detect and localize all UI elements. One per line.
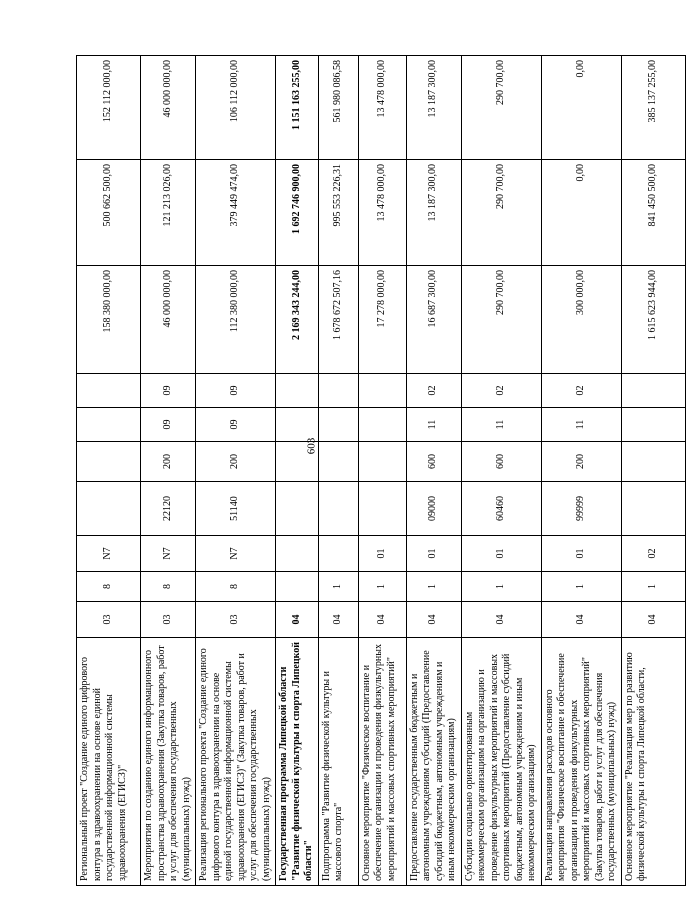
section-code: 11 [406,408,461,442]
event-code [276,536,319,572]
expense-type-code [276,442,319,482]
direction-code: 60460 [461,482,541,536]
subsection-code [276,374,319,408]
expense-type-code: 200 [541,442,621,482]
expense-type-code: 200 [196,442,276,482]
section-code [276,408,319,442]
direction-code [276,482,319,536]
section-code: 09 [196,408,276,442]
amount-year-2: 995 553 226,31 [318,160,358,266]
direction-code [358,482,406,536]
subsection-code: 09 [196,374,276,408]
subsection-code [77,374,141,408]
row-description: Предоставление государственным бюджетным и автономным учреждениям субсидий (Предоставление субсидий бюджетным, автономным учреждениям и иным некоммерческим организациям) [406,638,461,886]
amount-year-2: 13 478 000,00 [358,160,406,266]
direction-code: 51140 [196,482,276,536]
expense-type-code: 200 [141,442,196,482]
program-code: 04 [406,602,461,638]
amount-year-2: 13 187 300,00 [406,160,461,266]
expense-type-code [77,442,141,482]
event-code: N7 [77,536,141,572]
amount-year-3: 1 151 163 255,00 [276,56,319,160]
section-code [77,408,141,442]
direction-code: 22120 [141,482,196,536]
expense-type-code [358,442,406,482]
budget-table [76,55,686,886]
subprogram-code: 1 [358,572,406,602]
table-row [406,56,461,886]
row-description: Мероприятия по созданию единого информационного пространства здравоохранения (Закупка товаров, работ и услуг для обеспечения государственных (муниципальных) нужд) [141,638,196,886]
program-code: 04 [358,602,406,638]
subsection-code: 09 [141,374,196,408]
event-code [318,536,358,572]
expense-type-code: 600 [461,442,541,482]
section-code [318,408,358,442]
program-code: 04 [541,602,621,638]
program-code: 04 [276,602,319,638]
table-row [141,56,196,886]
row-description: Региональный проект "Создание единого цифрового контура в здравоохранении на основе единой государственной информационной системы здравоохранения (ЕГИСЗ)" [77,638,141,886]
amount-year-2: 121 213 026,00 [141,160,196,266]
amount-year-3: 561 980 086,58 [318,56,358,160]
section-code: 11 [541,408,621,442]
table-row [318,56,358,886]
program-code: 04 [461,602,541,638]
amount-year-1: 300 000,00 [541,266,621,374]
event-code: 02 [621,536,685,572]
amount-year-3: 13 478 000,00 [358,56,406,160]
direction-code: 09000 [406,482,461,536]
subprogram-code: 1 [621,572,685,602]
amount-year-3: 13 187 300,00 [406,56,461,160]
program-code: 04 [621,602,685,638]
table-row [358,56,406,886]
subsection-code [318,374,358,408]
amount-year-2: 1 692 746 900,00 [276,160,319,266]
amount-year-2: 379 449 474,00 [196,160,276,266]
row-description: Основное мероприятие "Реализация мер по развитию физической культуры и спорта Липецкой области, [621,638,685,886]
amount-year-3: 290 700,00 [461,56,541,160]
amount-year-3: 152 112 000,00 [77,56,141,160]
program-code: 03 [77,602,141,638]
event-code: 01 [461,536,541,572]
subprogram-code: 1 [318,572,358,602]
subprogram-code: 1 [406,572,461,602]
section-code [621,408,685,442]
event-code: 01 [541,536,621,572]
subsection-code: 02 [541,374,621,408]
program-code: 04 [318,602,358,638]
table-row [77,56,141,886]
table-row [621,56,685,886]
event-code: N7 [141,536,196,572]
amount-year-2: 500 662 500,00 [77,160,141,266]
budget-table-container [76,56,658,886]
program-code: 03 [141,602,196,638]
amount-year-1: 46 000 000,00 [141,266,196,374]
direction-code: 99999 [541,482,621,536]
row-description: Реализация регионального проекта "Создание единого цифрового контура в здравоохранении на основе единой государственной информационной системы здравоохранения (ЕГИСЗ)" (Закупка товаров, работ и услуг для обеспечения государственных (муниципальных) нужд) [196,638,276,886]
event-code: 01 [358,536,406,572]
row-description: Подпрограмма "Развитие физической культуры и массового спорта" [318,638,358,886]
direction-code [77,482,141,536]
amount-year-1: 2 169 343 244,00 [276,266,319,374]
expense-type-code: 600 [406,442,461,482]
table-row [541,56,621,886]
subsection-code: 02 [406,374,461,408]
amount-year-3: 46 000 000,00 [141,56,196,160]
amount-year-3: 385 137 255,00 [621,56,685,160]
direction-code [621,482,685,536]
amount-year-2: 290 700,00 [461,160,541,266]
amount-year-3: 0,00 [541,56,621,160]
table-row [461,56,541,886]
subprogram-code [276,572,319,602]
event-code: 01 [406,536,461,572]
expense-type-code [621,442,685,482]
amount-year-3: 106 112 000,00 [196,56,276,160]
row-description: Основное мероприятие "Физическое воспитание и обеспечение организации и проведения физкультурных мероприятий и массовых спортивных мероприятий" [358,638,406,886]
amount-year-1: 17 278 000,00 [358,266,406,374]
amount-year-1: 112 380 000,00 [196,266,276,374]
expense-type-code [318,442,358,482]
amount-year-1: 158 380 000,00 [77,266,141,374]
subprogram-code: 1 [541,572,621,602]
subsection-code [621,374,685,408]
amount-year-1: 16 687 300,00 [406,266,461,374]
table-row [276,56,319,886]
row-description: Государственная программа Липецкой области "Развитие физической культуры и спорта Липецкой области" [276,638,319,886]
subsection-code: 02 [461,374,541,408]
program-code: 03 [196,602,276,638]
subsection-code [358,374,406,408]
section-code: 09 [141,408,196,442]
amount-year-2: 0,00 [541,160,621,266]
section-code: 11 [461,408,541,442]
table-row [196,56,276,886]
direction-code [318,482,358,536]
section-code [358,408,406,442]
subprogram-code: 8 [141,572,196,602]
amount-year-1: 1 615 623 944,00 [621,266,685,374]
subprogram-code: 8 [77,572,141,602]
subprogram-code: 1 [461,572,541,602]
row-description: Субсидии социально ориентированным некоммерческим организациям на организацию и проведение физкультурных мероприятий и массовых спортивных мероприятий (Предоставление субсидий бюджетным, автономным учреждениям и иным некоммерческим организациям) [461,638,541,886]
amount-year-2: 841 450 500,00 [621,160,685,266]
event-code: N7 [196,536,276,572]
row-description: Реализация направления расходов основного мероприятия "Физическое воспитание и обеспечение организации и проведения физкультурных мероприятий и массовых спортивных мероприятий" (Закупка товаров, работ и услуг для обеспечения государственных (муниципальных) нужд) [541,638,621,886]
amount-year-1: 1 678 672 507,16 [318,266,358,374]
subprogram-code: 8 [196,572,276,602]
page-number: 603 [305,437,318,455]
amount-year-1: 290 700,00 [461,266,541,374]
